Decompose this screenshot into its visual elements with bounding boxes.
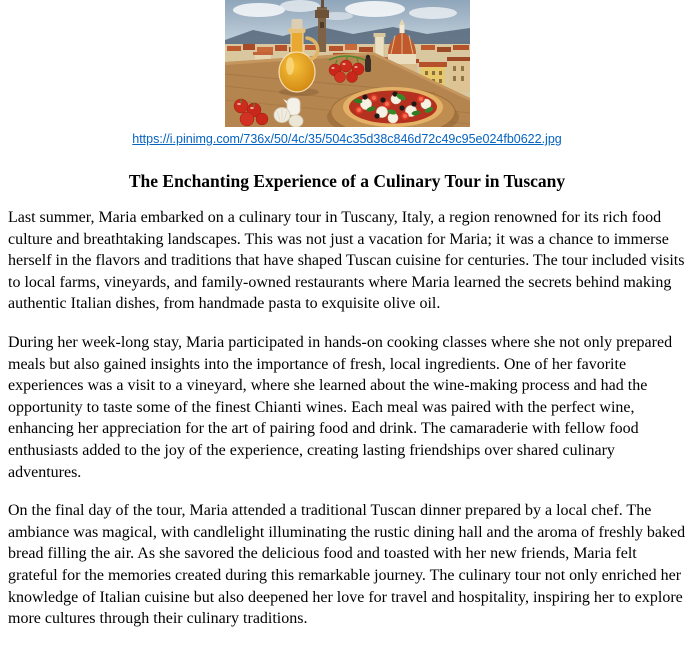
tuscany-culinary-illustration (225, 0, 470, 127)
article-title: The Enchanting Experience of a Culinary Tour in Tuscany (128, 171, 566, 191)
image-source-link[interactable]: https://i.pinimg.com/736x/50/4c/35/504c35d38c846d72c49c95e024fb0622.jpg (132, 132, 562, 146)
article-paragraph-3: On the final day of the tour, Maria attended a traditional Tuscan dinner prepared by a local chef. The ambiance was magical, with candlelight illuminating the rustic dining hall and the aroma of freshly baked bread filling the air. As she savored the delicious food and toasted with her new friends, Maria felt grateful for the memories created during this remarkable journey. The culinary tour not only enriched her knowledge of Italian cuisine but also deepened her love for travel and hospitality, inspiring her to explore more cultures through their culinary traditions. (8, 502, 686, 628)
article-paragraph-2: During her week-long stay, Maria participated in hands-on cooking classes where she not only prepared meals but also gained insights into the importance of fresh, local ingredients. One of her favorite experiences was a visit to a vineyard, where she learned about the wine-making process and had the opportunity to taste some of the finest Chianti wines. Each meal was paired with the perfect wine, enhancing her appreciation for the art of pairing food and drink. The camaraderie with fellow food enthusiasts added to the joy of the experience, creating lasting friendships over shared culinary adventures. (8, 333, 673, 481)
image-source-line (8, 132, 686, 147)
pepper-mill (365, 55, 371, 72)
article-paragraph-1: Last summer, Maria embarked on a culinary tour in Tuscany, Italy, a region renowned for its rich food culture and breathtaking landscapes. This was not just a vacation for Maria; it was a chance to immerse herself in the flavors and traditions that have shaped Tuscan cuisine for centuries. The tour included visits to local farms, vineyards, and family-owned restaurants where Maria learned the secrets behind making authentic Italian dishes, from handmade pasta to exquisite olive oil. (8, 209, 685, 313)
article-image (225, 0, 470, 127)
